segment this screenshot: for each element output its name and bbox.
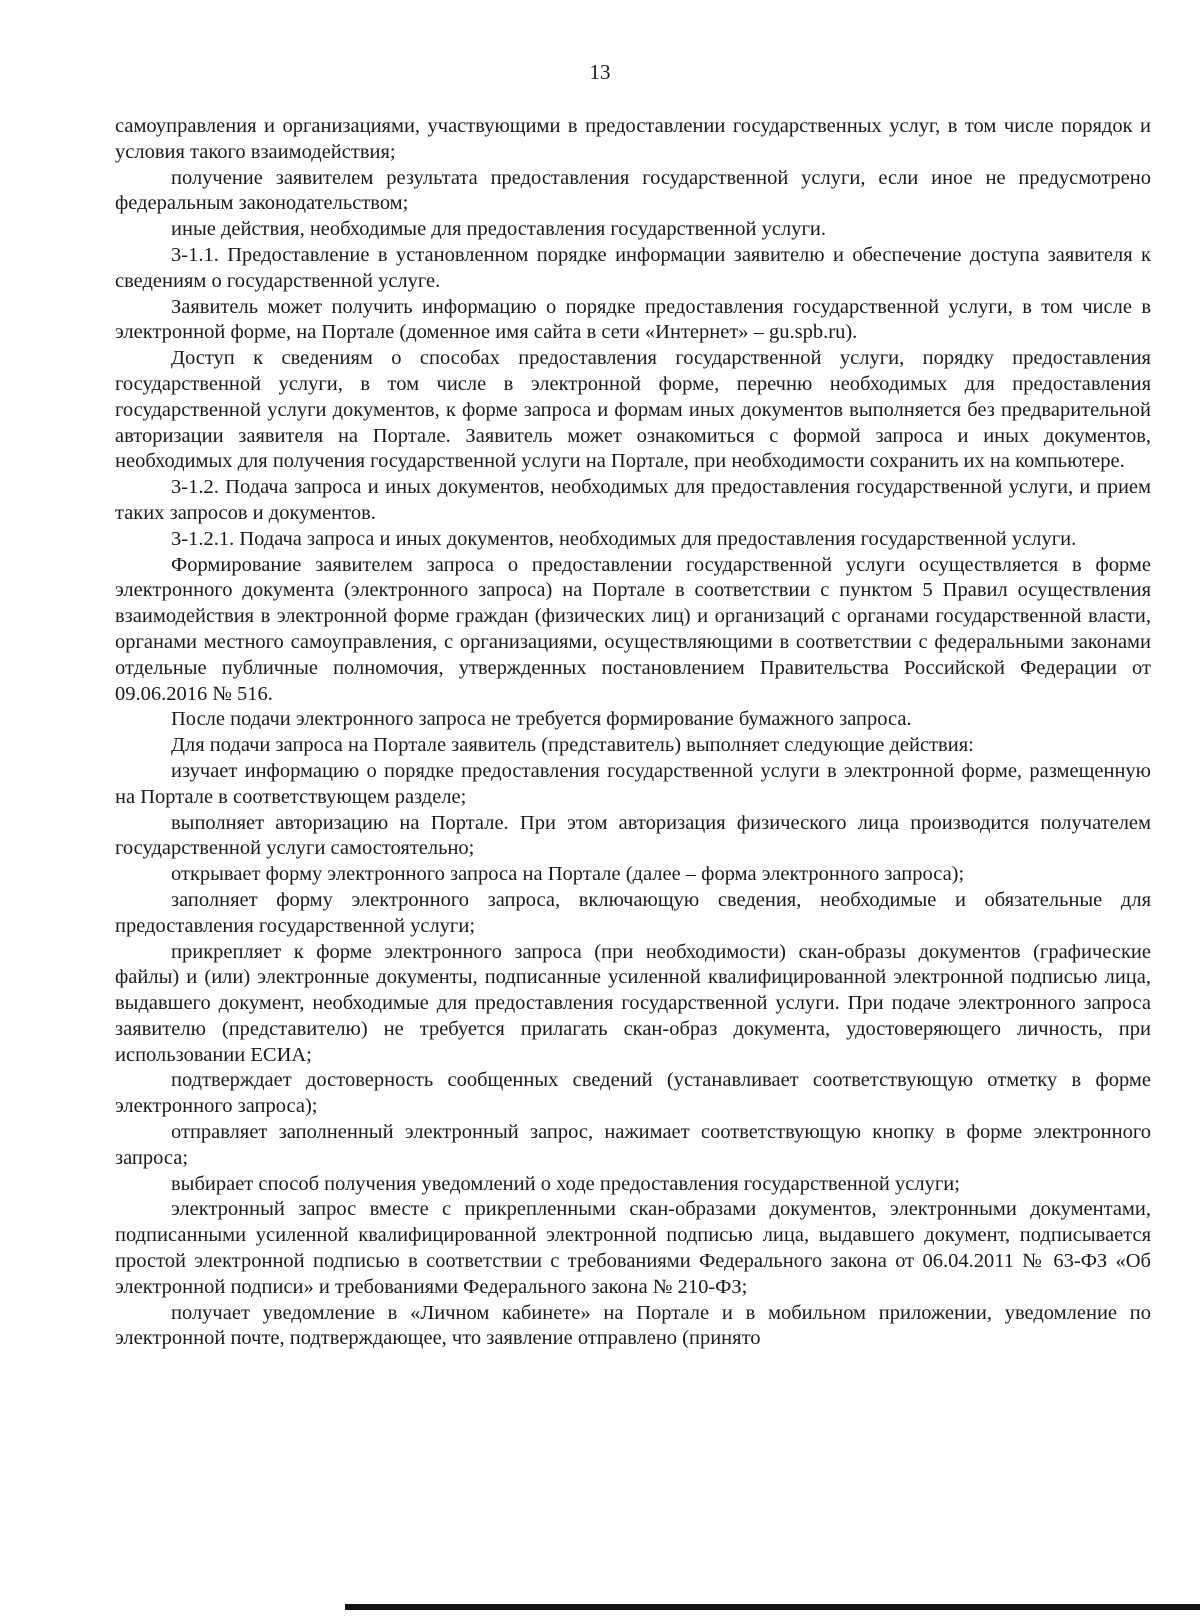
paragraph-section-3-1-2-1: 3-1.2.1. Подача запроса и иных документов, необходимых для предоставления государственной услуги. bbox=[171, 527, 1077, 550]
scan-edge-line bbox=[345, 1604, 1200, 1610]
list-item-sends-request: отправляет заполненный электронный запрос, нажимает соответствующую кнопку в форме электронного запроса; bbox=[115, 1121, 1151, 1169]
list-item-fills-form: заполняет форму электронного запроса, включающую сведения, необходимые и обязательные для предоставления государственной услуги; bbox=[115, 888, 1151, 937]
list-item-attaches-documents: прикрепляет к форме электронного запроса (при необходимости) скан-образы документов (графические файлы) и (или) электронные документы, подписанные усиленной квалифицированной электронной подписью лица, выдавшего документ, необходимые для предоставления государственной услуги. При подаче электронного запроса заявителю (представителю) не требуется прилагать скан-образ документа, удостоверяющего личность, при использовании ЕСИА; bbox=[115, 940, 1151, 1066]
paragraph-no-paper-request: После подачи электронного запроса не требуется формирование бумажного запроса. bbox=[171, 708, 912, 731]
paragraph-section-3-1-1: 3-1.1. Предоставление в установленном порядке информации заявителю и обеспечение доступа заявителя к сведениям о государственной услуге. bbox=[115, 243, 1151, 292]
paragraph-receipt-of-result: получение заявителем результата предоставления государственной услуги, если иное не предусмотрено федеральным законодательством; bbox=[115, 166, 1151, 215]
list-item-authorization: выполняет авторизацию на Портале. При этом авторизация физического лица производится получателем государственной услуги самостоятельно; bbox=[115, 811, 1151, 860]
document-body bbox=[115, 114, 1151, 1352]
page-number: 13 bbox=[589, 60, 611, 84]
paragraph-continuation: самоуправления и организациями, участвующими в предоставлении государственных услуг, в том числе порядок и условия такого взаимодействия; bbox=[115, 115, 1151, 163]
paragraph-other-actions: иные действия, необходимые для предоставления государственной услуги. bbox=[171, 218, 826, 241]
list-item-opens-form: открывает форму электронного запроса на Портале (далее – форма электронного запроса); bbox=[171, 863, 965, 886]
list-item-confirms-accuracy: подтверждает достоверность сообщенных сведений (устанавливает соответствующую отметку в форме электронного запроса); bbox=[115, 1069, 1151, 1118]
paragraph-applicant-info: Заявитель может получить информацию о порядке предоставления государственной услуги, в том числе в электронной форме, на Портале (доменное имя сайта в сети «Интернет» – gu.spb.ru). bbox=[115, 295, 1151, 344]
list-item-chooses-notification: выбирает способ получения уведомлений о ходе предоставления государственной услуги; bbox=[171, 1172, 960, 1195]
paragraph-access-to-info: Доступ к сведениям о способах предоставления государственной услуги, порядку предоставления государственной услуги, в том числе в электронной форме, перечню необходимых для предоставления государственной услуги документов, к форме запроса и формам иных документов выполняется без предварительной авторизации заявителя на Портале. Заявитель может ознакомиться с формой запроса и иных документов, необходимых для получения государственной услуги на Портале, при необходимости сохранить их на компьютере. bbox=[115, 347, 1151, 473]
paragraph-request-formation: Формирование заявителем запроса о предоставлении государственной услуги осуществляется в форме электронного документа (электронного запроса) на Портале в соответствии с пунктом 5 Правил осуществления взаимодействия в электронной форме граждан (физических лиц) и организаций с органами государственной власти, органами местного самоуправления, с организациями, осуществляющими в соответствии с федеральными законами отдельные публичные полномочия, утвержденных постановлением Правительства Российской Федерации от 09.06.2016 № 516. bbox=[115, 553, 1151, 705]
paragraph-section-3-1-2: 3-1.2. Подача запроса и иных документов, необходимых для предоставления государственной услуги, и прием таких запросов и документов. bbox=[115, 476, 1151, 524]
list-item-studies-info: изучает информацию о порядке предоставления государственной услуги в электронной форме, размещенную на Портале в соответствующем разделе; bbox=[115, 759, 1151, 808]
paragraph-applicant-actions-intro: Для подачи запроса на Портале заявитель (представитель) выполняет следующие действия: bbox=[171, 734, 974, 757]
list-item-signature: электронный запрос вместе с прикрепленными скан-образами документов, электронными документами, подписанными усиленной квалифицированной электронной подписью лица, выдавшего документ, подписывается простой электронной подписью в соответствии с требованиями Федерального закона от 06.04.2011 № 63-ФЗ «Об электронной подписи» и требованиями Федерального закона № 210-ФЗ; bbox=[115, 1198, 1151, 1298]
list-item-receives-notification: получает уведомление в «Личном кабинете» на Портале и в мобильном приложении, уведомление по электронной почте, подтверждающее, что заявление отправлено (принято bbox=[115, 1301, 1151, 1350]
